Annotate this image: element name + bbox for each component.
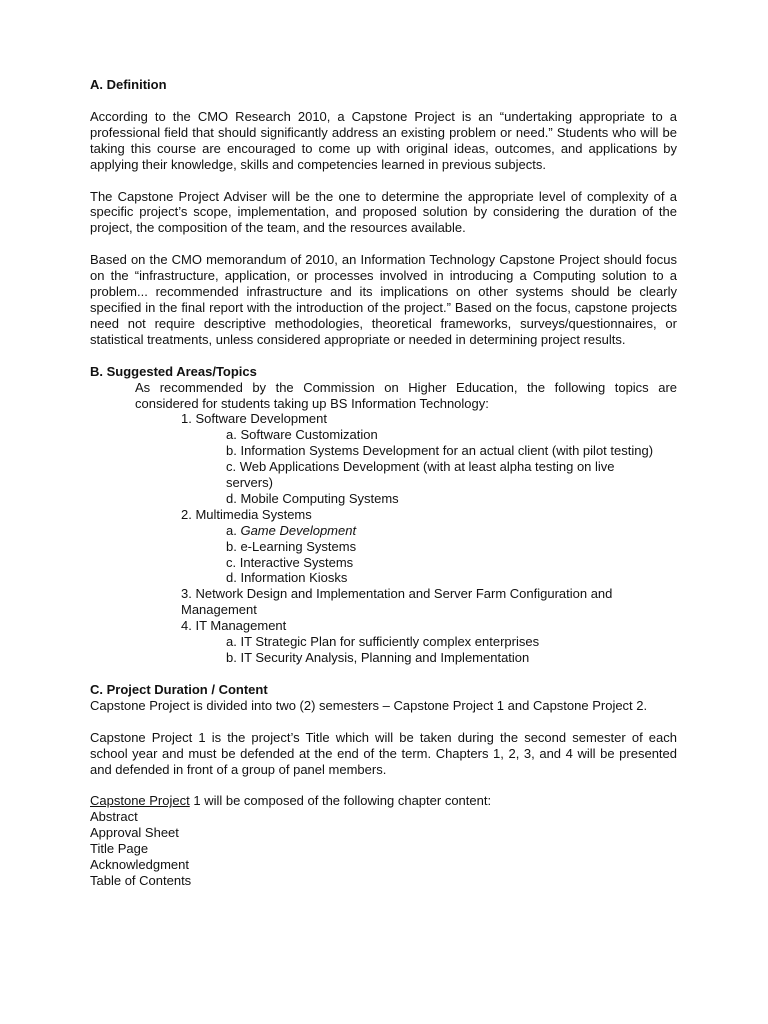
- topic-item: 1. Software Development: [181, 411, 327, 427]
- subtopic-item: a. IT Strategic Plan for sufficiently complex enterprises: [226, 634, 540, 650]
- section-a-paragraph-1: According to the CMO Research 2010, a Capstone Project is an “undertaking appropriate to a professional field that should significantly address an existing problem or need.” Students who will be taking this course are encouraged to come up with original ideas, outcomes, and applications by applying their knowledge, skills and competencies learned in previous subjects.: [90, 108, 677, 172]
- section-b-intro: As recommended by the Commission on Higher Education, the following topics are considered for students taking up BS Information Technology:: [135, 379, 677, 411]
- subtopic-item: b. e-Learning Systems: [226, 538, 357, 554]
- underlined-term: Capstone Project: [90, 793, 190, 809]
- list-item: Title Page: [90, 841, 149, 857]
- subtopic-item: a. Software Customization: [226, 427, 378, 443]
- subtopic-item: c. Web Applications Development (with at least alpha testing on live servers): [226, 459, 615, 491]
- section-c-paragraph-3: [90, 793, 677, 809]
- subtopic-item: d. Information Kiosks: [226, 570, 348, 586]
- topic-item: 4. IT Management: [181, 618, 287, 634]
- list-item: Acknowledgment: [90, 857, 189, 873]
- topic-item: 3. Network Design and Implementation and Server Farm Configuration and Management: [181, 586, 613, 618]
- subtopic-item: d. Mobile Computing Systems: [226, 490, 399, 506]
- paragraph-rest: 1 will be composed of the following chapter content:: [189, 793, 492, 809]
- list-item: Table of Contents: [90, 872, 192, 888]
- list-item: Approval Sheet: [90, 825, 179, 841]
- section-b-heading: B. Suggested Areas/Topics: [90, 363, 257, 379]
- topic-item: 2. Multimedia Systems: [181, 506, 312, 522]
- section-c-paragraph-2: Capstone Project 1 is the project’s Title which will be taken during the second semester of each school year and must be defended at the end of the term. Chapters 1, 2, 3, and 4 will be presented and defended in front of a group of panel members.: [90, 729, 677, 777]
- section-a-paragraph-2: The Capstone Project Adviser will be the one to determine the appropriate level of complexity of a specific project’s scope, implementation, and proposed solution by considering the duration of the project, the composition of the team, and the resources available.: [90, 188, 677, 236]
- section-a-paragraph-3: Based on the CMO memorandum of 2010, an Information Technology Capstone Project should focus on the “infrastructure, application, or processes involved in introducing a Computing solution to a problem... recommended infrastructure and its implications on other systems should be clearly specified in the final report with the introduction of the project.” Based on the focus, capstone projects need not require descriptive methodologies, theoretical frameworks, surveys/questionnaires, or statistical treatments, unless considered appropriate or needed in determining project results.: [90, 252, 677, 347]
- list-item: Abstract: [90, 809, 138, 825]
- subtopic-prefix: a.: [226, 522, 241, 538]
- subtopic-italic-text: Game Development: [240, 522, 357, 538]
- section-c-heading: C. Project Duration / Content: [90, 681, 268, 697]
- subtopic-item: b. Information Systems Development for an actual client (with pilot testing): [226, 443, 654, 459]
- section-a-heading: A. Definition: [90, 77, 167, 92]
- chapter-content-list: [90, 809, 677, 889]
- subtopic-item: b. IT Security Analysis, Planning and Implementation: [226, 650, 530, 665]
- topic-list: [90, 411, 677, 666]
- subtopic-item: [226, 523, 677, 539]
- section-c-paragraph-1: Capstone Project is divided into two (2) semesters – Capstone Project 1 and Capstone Project 2.: [90, 697, 648, 713]
- subtopic-item: c. Interactive Systems: [226, 554, 354, 570]
